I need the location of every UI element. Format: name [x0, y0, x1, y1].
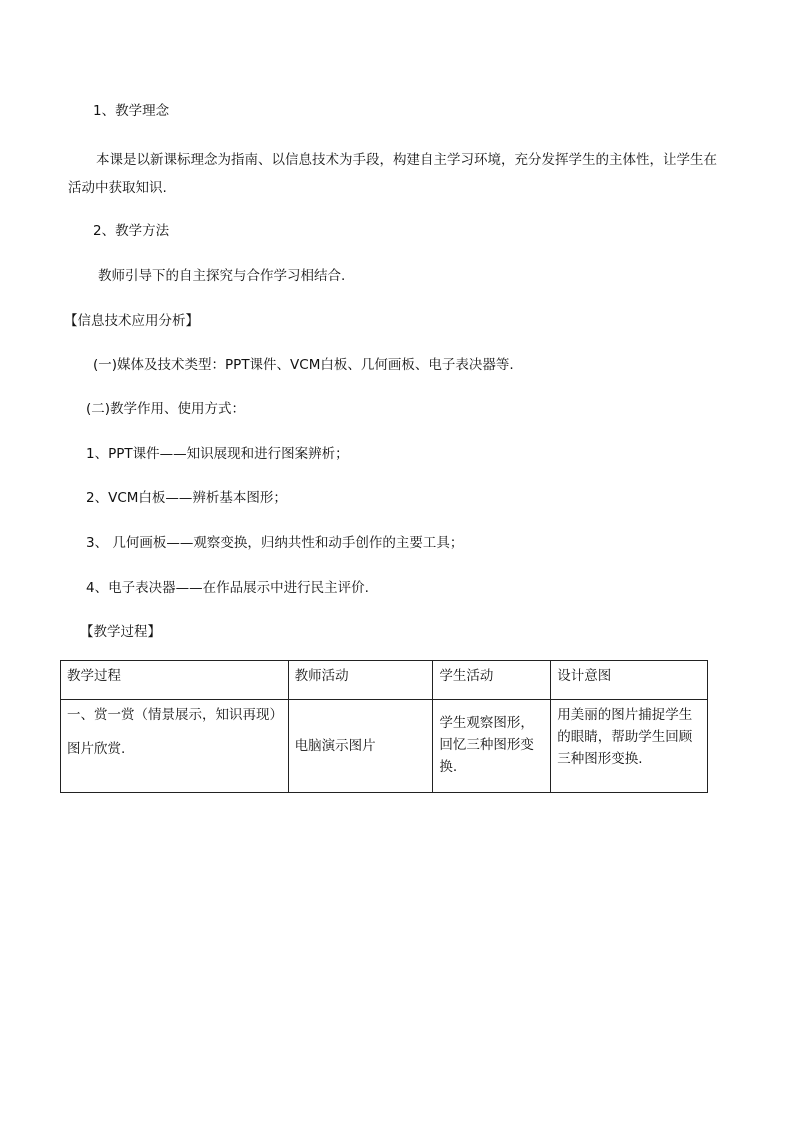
- cell-process: [61, 700, 289, 793]
- usage-heading: (二)教学作用、使用方式：: [86, 401, 246, 417]
- cell-design-intent: 用美丽的图片捕捉学生的眼睛，帮助学生回顾三种图形变换.: [551, 700, 708, 793]
- usage-item-vcm: 2、VCM白板——辨析基本图形；: [86, 490, 287, 506]
- process-step-title: 一、赏一赏（情景展示，知识再现）: [67, 707, 283, 723]
- cell-student-activity: 学生观察图形，回忆三种图形变换.: [433, 700, 551, 793]
- usage-item-geometry: 3、 几何画板——观察变换，归纳共性和动手创作的主要工具；: [86, 535, 464, 551]
- media-types: (一)媒体及技术类型：PPT课件、VCM白板、几何画板、电子表决器等.: [93, 357, 514, 373]
- process-step-detail: 图片欣赏.: [67, 741, 126, 757]
- concept-paragraph: 本课是以新课标理念为指南、以信息技术为手段，构建自主学习环境，充分发挥学生的主体性，让学生在活动中获取知识.: [68, 152, 717, 196]
- usage-item-ppt: 1、PPT课件——知识展现和进行图案辨析；: [86, 446, 349, 462]
- concept-heading: 1、教学理念: [93, 103, 170, 119]
- table-header-row: [61, 661, 708, 700]
- header-student-activity: 学生活动: [433, 661, 551, 700]
- method-heading: 2、教学方法: [93, 223, 170, 239]
- header-teacher-activity: 教师活动: [288, 661, 433, 700]
- table-row: [61, 700, 708, 793]
- usage-item-voter: 4、电子表决器——在作品展示中进行民主评价.: [86, 580, 369, 596]
- tech-analysis-heading: 【信息技术应用分析】: [64, 313, 199, 329]
- header-process: 教学过程: [61, 661, 289, 700]
- process-heading: 【教学过程】: [80, 624, 161, 640]
- teaching-process-table: [60, 660, 708, 793]
- cell-teacher-activity: 电脑演示图片: [288, 700, 433, 793]
- header-design-intent: 设计意图: [551, 661, 708, 700]
- method-paragraph: 教师引导下的自主探究与合作学习相结合.: [98, 268, 346, 284]
